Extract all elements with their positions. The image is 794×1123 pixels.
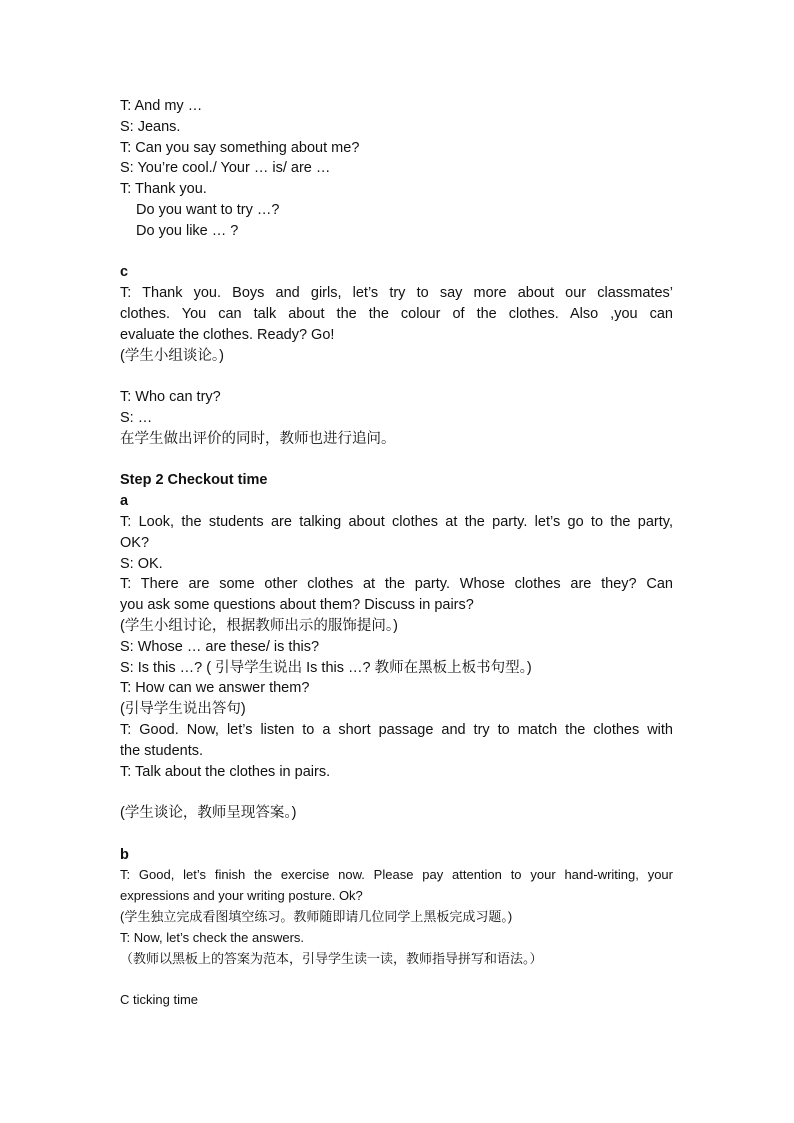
text-line: S: You’re cool./ Your … is/ are … — [120, 160, 331, 177]
blank-line — [120, 450, 673, 471]
blank-line — [120, 782, 673, 803]
text-line: T: Now, let’s check the answers. — [120, 929, 305, 945]
text-line: Do you want to try …? — [136, 201, 280, 218]
text-line: T: Look, the students are talking about clothes at the party. let’s go to the party, — [120, 513, 673, 530]
text-line: expressions and your writing posture. Ok? — [120, 888, 363, 904]
text-line: S: Jeans. — [120, 118, 181, 135]
blank-line — [120, 824, 673, 845]
text-line: you ask some questions about them? Discuss in pairs? — [120, 597, 474, 614]
blank-line — [120, 969, 673, 990]
text-line: T: There are some other clothes at the party. Whose clothes are they? Can — [120, 576, 673, 593]
section-label-c: c — [120, 264, 129, 281]
text-line: T: Good. Now, let’s listen to a short passage and try to match the clothes with — [120, 721, 673, 738]
text-line: Do you like … ? — [136, 222, 239, 239]
text-line: C ticking time — [120, 992, 199, 1008]
text-line: evaluate the clothes. Ready? Go! — [120, 326, 335, 343]
blank-line — [120, 242, 673, 263]
blank-line — [120, 366, 673, 387]
text-line: clothes. You can talk about the the colour of the clothes. Also ,you can — [120, 305, 673, 322]
text-line: T: Who can try? — [120, 389, 221, 406]
text-line: S: … — [120, 409, 153, 426]
text-line: T: Talk about the clothes in pairs. — [120, 763, 331, 780]
text-line: T: Thank you. — [120, 181, 207, 198]
text-line: T: Good, let’s finish the exercise now. Please pay attention to your hand-writing, your — [120, 867, 673, 883]
text-line: (学生小组讨论，根据教师出示的服饰提问。) — [120, 617, 398, 634]
text-line: (引导学生说出答句) — [120, 701, 246, 718]
step-heading: Step 2 Checkout time — [120, 472, 268, 489]
text-line: the students. — [120, 742, 204, 759]
section-label-b: b — [120, 846, 129, 863]
text-line: (学生小组谈论。) — [120, 347, 224, 364]
text-line: 在学生做出评价的同时，教师也进行追问。 — [120, 430, 396, 447]
document-page — [120, 96, 673, 1011]
section-label-a: a — [120, 493, 129, 510]
text-line: S: Whose … are these/ is this? — [120, 638, 320, 655]
text-line: T: How can we answer them? — [120, 680, 310, 697]
text-line: S: Is this …? ( 引导学生说出 Is this …? 教师在黑板上板书句型。) — [120, 659, 532, 676]
text-line: (学生独立完成看图填空练习。教师随即请几位同学上黑板完成习题。) — [120, 909, 513, 925]
text-line: （教师以黑板上的答案为范本，引导学生读一读，教师指导拼写和语法。） — [120, 950, 543, 966]
text-line: (学生谈论，教师呈现答案。) — [120, 805, 297, 822]
text-line: T: Thank you. Boys and girls, let’s try to say more about our classmates’ — [120, 285, 673, 302]
text-line: S: OK. — [120, 555, 163, 572]
text-line: OK? — [120, 534, 150, 551]
text-line: T: And my … — [120, 98, 203, 114]
text-line: T: Can you say something about me? — [120, 139, 360, 156]
